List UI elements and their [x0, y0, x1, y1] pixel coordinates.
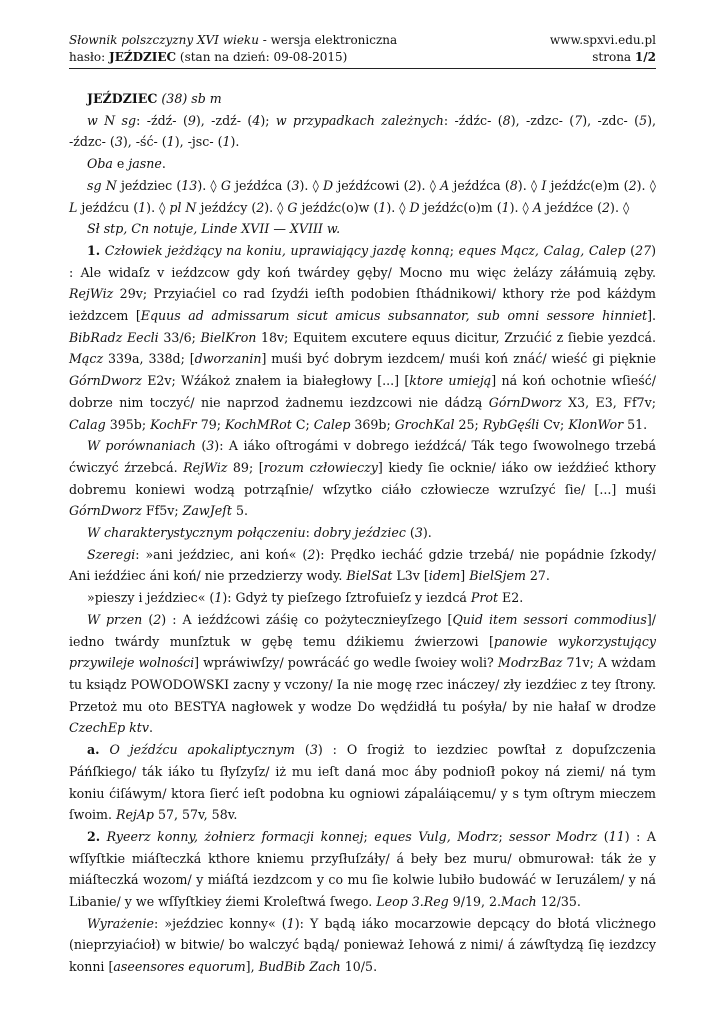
- text-segment: ), -zdź- (: [195, 112, 253, 128]
- text-segment: ). ◊: [517, 177, 542, 193]
- text-segment: (: [195, 438, 207, 454]
- text-segment: e: [112, 156, 129, 172]
- text-segment: Equus ad admissarum sicut amicus subsannator, sub omni sessore hinniet: [140, 308, 648, 324]
- text-segment: ModrzBaz: [497, 655, 563, 671]
- text-segment: ). ◊: [197, 177, 221, 193]
- text-segment: Leop 3.Reg: [376, 894, 449, 910]
- text-segment: D: [409, 199, 420, 215]
- text-segment: : »jeździec konny« (: [154, 915, 287, 931]
- text-segment: jeźdźcy (: [196, 199, 257, 215]
- text-segment: jasne: [128, 156, 162, 172]
- text-segment: KochMRot: [224, 416, 292, 432]
- text-segment: ;: [449, 242, 459, 258]
- text-segment: BudBib Zach: [258, 959, 341, 975]
- entry-series: [69, 544, 656, 587]
- text-segment: ). ◊: [146, 199, 170, 215]
- text-segment: );: [260, 112, 276, 128]
- text-segment: ;: [363, 828, 375, 844]
- text-segment: 2.: [87, 828, 101, 844]
- entry-series-2: [69, 587, 656, 609]
- text-segment: 27.: [525, 568, 550, 584]
- text-segment: ): A iáko oſtrogámi v dobrego ieźdźcá/ Ták tego ſwowolnego trzebá ćwiczyć źrzebcá.: [69, 438, 657, 475]
- text-segment: 7: [574, 112, 583, 128]
- entry-figurative: [69, 609, 656, 739]
- text-segment: BielSjem: [469, 568, 526, 584]
- text-segment: 2: [602, 199, 611, 215]
- text-segment: E2v; Wźákoż znałem ia białegłowy [...] [: [141, 373, 410, 389]
- text-segment: 3: [114, 134, 123, 150]
- text-segment: 89; [: [227, 459, 264, 475]
- text-segment: ). ◊: [509, 199, 533, 215]
- text-segment: (: [597, 828, 609, 844]
- entry-spelling-variants: [69, 110, 656, 153]
- text-segment: JEŹDZIEC: [109, 50, 177, 64]
- entry-comparisons: [69, 435, 656, 522]
- text-segment: sg N: [87, 177, 117, 193]
- text-segment: Mach: [501, 894, 537, 910]
- text-segment: L: [69, 199, 78, 215]
- entry-sense-1a: [69, 739, 656, 826]
- text-segment: ktore umieją: [409, 373, 492, 389]
- text-segment: jeźdźc(o)m (: [419, 199, 502, 215]
- text-segment: .: [161, 156, 166, 172]
- entry-expression: [69, 913, 656, 978]
- text-segment: CzechEp ktv: [69, 720, 149, 736]
- text-segment: 339a, 338d; [: [103, 351, 195, 367]
- text-segment: 11: [608, 828, 625, 844]
- text-segment: 33/6;: [158, 329, 201, 345]
- text-segment: eques Vulg, Modrz: [374, 828, 499, 844]
- text-segment: Człowiek jeżdżący na koniu, uprawiający jazdę konną: [104, 242, 450, 258]
- text-segment: ). ◊: [636, 177, 656, 193]
- text-segment: 8: [502, 112, 511, 128]
- text-segment: ). ◊: [264, 199, 288, 215]
- entry-sense-1: [69, 240, 656, 435]
- text-segment: 71v; A wżdam tu ksiądz POWODOWSKI zacny y vczony/ Ia nie mogę rzec ináczey/ zły iezdźiec z tey ſtrony. Przetoż mu oto BESTYA nagłowek y wodze Do wędźidłá tu pośyła/ by nie hałaſ w drodze: [69, 655, 657, 714]
- header-dictionary-title: [69, 32, 397, 49]
- text-segment: Szeregi: [87, 546, 136, 562]
- text-segment: ): Y bądą iáko mocarzowie depcący do błotá vlicżnego (nieprzyiaćioł) w bitwie/ bo walczyć bądą/ ponieważ Iehowá z nimi/ á záwſtydzą ſię iezdzcy konni [: [69, 915, 656, 975]
- text-segment: w N sg: [87, 112, 137, 128]
- text-segment: BielKron: [200, 329, 257, 345]
- text-segment: (: [625, 242, 636, 258]
- text-segment: ).: [422, 525, 432, 541]
- text-segment: : -źdźc- (: [443, 112, 503, 128]
- text-segment: ). ◊: [610, 199, 630, 215]
- text-segment: C;: [291, 416, 314, 432]
- header-left: [69, 32, 397, 66]
- text-segment: sessor Modrz: [509, 828, 598, 844]
- text-segment: 2: [408, 177, 417, 193]
- text-segment: KochFr: [150, 416, 197, 432]
- text-segment: Cv;: [539, 416, 569, 432]
- header-page-number: [550, 49, 656, 66]
- text-segment: panowie wykorzystujący przywileje wolności: [69, 633, 656, 671]
- text-segment: jeźdźcu (: [77, 199, 139, 215]
- text-segment: ]: [460, 568, 470, 584]
- text-segment: BielSat: [346, 568, 393, 584]
- text-segment: Wyrażenie: [87, 915, 154, 931]
- text-segment: X3, E3, Ff7v;: [561, 394, 656, 410]
- text-segment: Ryeerz konny, żołnierz formacji konnej: [106, 828, 364, 844]
- text-segment: 4: [252, 112, 261, 128]
- text-segment: Calag: [69, 416, 106, 432]
- text-segment: 18v; Equitem excutere equus dicitur, Zrzućić z ſiebie yezdcá.: [256, 329, 657, 345]
- entry-vowel-note: [69, 153, 656, 175]
- text-segment: jeźdźc(o)w (: [297, 199, 379, 215]
- text-segment: jeźdźc(e)m (: [546, 177, 629, 193]
- text-segment: ] kiedy ſie ocknie/ iáko ow ieźdźieć kthory dobremu koniewi wodzą potrząſnie/ wſzytko ciáło człowiecze wzruſzyć ſie/ [...] muśi: [69, 459, 657, 497]
- text-segment: .: [148, 720, 153, 736]
- text-segment: ), -zdc- (: [582, 112, 640, 128]
- text-segment: : -źdź- (: [136, 112, 188, 128]
- text-segment: hasło:: [69, 50, 110, 64]
- text-segment: BibRadz Eecli: [69, 329, 159, 345]
- text-segment: : »ani jeździec, ani koń« (: [135, 546, 308, 562]
- text-segment: ) : Ale widaſz v ieźdzcow gdy koń twárdey gęby/ Mocno mu więc żelázy záłámuią zęby.: [69, 242, 657, 280]
- text-segment: 1: [222, 134, 231, 150]
- text-segment: RejWiz: [183, 459, 228, 475]
- text-segment: L3v [: [392, 568, 429, 584]
- text-segment: GórnDworz: [488, 394, 562, 410]
- text-segment: ). ◊: [299, 177, 324, 193]
- text-segment: 3: [414, 525, 423, 541]
- text-segment: - wersja elektroniczna: [258, 33, 398, 47]
- text-segment: 1: [501, 199, 510, 215]
- text-segment: E2.: [498, 590, 524, 606]
- text-segment: 12/35.: [536, 894, 581, 910]
- text-segment: ] ná koń ochotnie wſieść/ dobrze nim toczyć/ nie naprzod żadnemu iezdzcowi nie dádzą: [69, 373, 657, 410]
- text-segment: 1: [138, 199, 147, 215]
- entry-headword-line: [69, 88, 656, 110]
- text-segment: idem: [428, 568, 461, 584]
- text-segment: ), -źdzc- (: [69, 112, 656, 150]
- entry-inflection: [69, 175, 656, 218]
- text-segment: Mącz: [69, 351, 104, 367]
- text-segment: ].: [647, 308, 656, 324]
- text-segment: G: [220, 177, 231, 193]
- text-segment: Quid item sessori commodius: [452, 611, 647, 627]
- page-header: [69, 32, 656, 68]
- text-segment: G: [287, 199, 298, 215]
- text-segment: pl N: [169, 199, 197, 215]
- text-segment: ],: [245, 959, 259, 975]
- text-segment: (: [405, 525, 415, 541]
- text-segment: 27: [635, 242, 652, 258]
- text-segment: ), -zdzc- (: [510, 112, 575, 128]
- text-segment: ZawJeſt: [182, 503, 232, 519]
- text-segment: aseensores equorum: [113, 959, 246, 975]
- text-segment: 2: [628, 177, 637, 193]
- text-segment: RybGęśli: [482, 416, 540, 432]
- text-segment: Oba: [87, 156, 113, 172]
- text-segment: ): Prędko iecháć gdzie trzebá/ nie popádnie ſzkody/ Ani ieźdźiec áni koń/ nie przedzierzy wody.: [69, 546, 656, 584]
- text-segment: 5.: [231, 503, 248, 519]
- text-segment: 3: [309, 742, 318, 758]
- text-segment: 1: [378, 199, 387, 215]
- text-segment: A: [440, 177, 450, 193]
- text-segment: (38) sb m: [157, 91, 222, 106]
- text-segment: jeźdźce (: [541, 199, 603, 215]
- text-segment: [100, 742, 110, 757]
- text-segment: I: [541, 177, 547, 193]
- text-segment: 9: [187, 112, 196, 128]
- text-segment: (stan na dzień: 09-08-2015): [176, 50, 348, 64]
- text-segment: RejAp: [116, 807, 154, 823]
- text-segment: ). ◊: [416, 177, 441, 193]
- text-segment: »pieszy i jeździec« (: [87, 590, 215, 606]
- text-segment: 1.: [87, 242, 101, 258]
- text-segment: ] wpráwiwſzy/ powrácáć go wedle ſwoiey woli?: [194, 655, 498, 671]
- text-segment: (: [142, 611, 154, 627]
- text-segment: rozum człowieczy: [263, 459, 378, 475]
- text-segment: GórnDworz: [69, 373, 142, 389]
- text-segment: ), -jsc- (: [174, 134, 223, 150]
- text-segment: ] muśi być dobrym iezdcem/ muśi koń znáć/ wieść gi pięknie: [261, 351, 656, 367]
- text-segment: ]/ iedno twárdy munſztuk w gębę temu dźikiemu źwierzowi [: [69, 611, 656, 649]
- text-segment: D: [323, 177, 334, 193]
- entry-body: [69, 88, 656, 978]
- text-segment: Sł stp, Cn notuje, Linde XVII — XVIII w.: [87, 221, 341, 237]
- text-segment: Słownik polszczyzny XVI wieku: [69, 33, 259, 47]
- text-segment: 2: [256, 199, 265, 215]
- text-segment: 5: [639, 112, 648, 128]
- text-segment: :: [305, 525, 314, 541]
- text-segment: (: [294, 742, 310, 758]
- text-segment: 51.: [623, 416, 648, 432]
- text-segment: strona: [592, 50, 635, 64]
- text-segment: 369b;: [350, 416, 395, 432]
- text-segment: KlonWor: [568, 416, 624, 432]
- text-segment: ;: [498, 828, 510, 844]
- text-segment: 1: [166, 134, 175, 150]
- text-segment: 3: [291, 177, 300, 193]
- text-segment: 3: [206, 438, 215, 454]
- text-segment: GórnDworz: [69, 503, 142, 519]
- text-segment: 10/5.: [340, 959, 378, 975]
- text-segment: 2: [307, 546, 316, 562]
- header-website-link[interactable]: www.spxvi.edu.pl: [549, 33, 656, 47]
- text-segment: W charakterystycznym połączeniu: [87, 525, 306, 541]
- text-segment: W przen: [87, 611, 143, 627]
- entry-sense-2: [69, 826, 656, 913]
- text-segment: Ff5v;: [141, 503, 183, 519]
- entry-characteristic-phrase: [69, 522, 656, 544]
- text-segment: JEŹDZIEC: [87, 91, 158, 106]
- text-segment: ) : O ſrogiż to iezdziec powſtał z dopuſzczenia Páńſkiego/ ták iáko tu ſłyſzyſz/ iż mu ieſt daná moc áby podnioſł pokoy ná ziemi/ ná tym koniu ćiſáwym/ ktora ſierć ieſt podobna ku ogniowi zápaláiącemu/ y s tym oſtrym mieczem ſwoim.: [69, 742, 656, 823]
- text-segment: ): Gdyż ty pieſzego ſztrofuieſz y iezdcá: [222, 590, 471, 606]
- text-segment: 8: [509, 177, 518, 193]
- text-segment: O jeźdźcu apokaliptycznym: [109, 742, 295, 758]
- text-segment: ) : A wſſyſtkie miáſteczká kthore kniemu przyſłuſzáły/ á beły bez muru/ obmurował: ták że y miáſteczká wozom/ y miáſtá iezdzcom y co mu ſie kolwie lubiło budowáć w Ieruzálem/ y ná Libanie/ y we wſſyſtkiey źiemi Kroleſtwá ſwego.: [69, 828, 656, 910]
- text-segment: dworzanin: [194, 351, 262, 367]
- text-segment: ), -ść- (: [122, 134, 167, 150]
- text-segment: 2: [153, 611, 162, 627]
- text-segment: a.: [87, 742, 100, 758]
- text-segment: ).: [230, 134, 240, 150]
- text-segment: 57, 57v, 58v.: [154, 807, 238, 823]
- text-segment: RejWiz: [69, 286, 114, 302]
- text-segment: ) : A ieźdźcowi záśię co pożytecznieyſzego [: [161, 611, 453, 627]
- text-segment: jeźdźcowi (: [333, 177, 409, 193]
- text-segment: jeźdźca (: [230, 177, 292, 193]
- text-segment: Calep: [313, 416, 351, 432]
- header-right: [550, 32, 656, 66]
- text-segment: 1: [214, 590, 223, 606]
- header-entry-line: [69, 49, 397, 66]
- text-segment: jeźdźca (: [449, 177, 510, 193]
- text-segment: 1: [286, 915, 295, 931]
- text-segment: 79;: [196, 416, 225, 432]
- text-segment: A: [532, 199, 542, 215]
- entry-sources-note: [69, 218, 656, 240]
- text-segment: GrochKal: [394, 416, 455, 432]
- text-segment: eques Mącz, Calag, Calep: [458, 242, 626, 258]
- text-segment: 25;: [454, 416, 483, 432]
- text-segment: 395b;: [105, 416, 151, 432]
- text-segment: dobry jeździec: [313, 525, 406, 541]
- text-segment: Prot: [470, 590, 499, 606]
- text-segment: 13: [181, 177, 198, 193]
- text-segment: 29v; Przyiaćiel co rad ſzydźi ieſth podobien ſthádnikowi/ kthory rże pod káżdym ieżdzcem [: [69, 286, 656, 324]
- header-divider: [69, 68, 656, 69]
- text-segment: W porównaniach: [87, 438, 196, 454]
- text-segment: 1/2: [634, 50, 656, 64]
- text-segment: jeździec (: [116, 177, 182, 193]
- text-segment: 9/19, 2.: [448, 894, 502, 910]
- text-segment: w przypadkach zależnych: [275, 112, 444, 128]
- text-segment: ). ◊: [386, 199, 410, 215]
